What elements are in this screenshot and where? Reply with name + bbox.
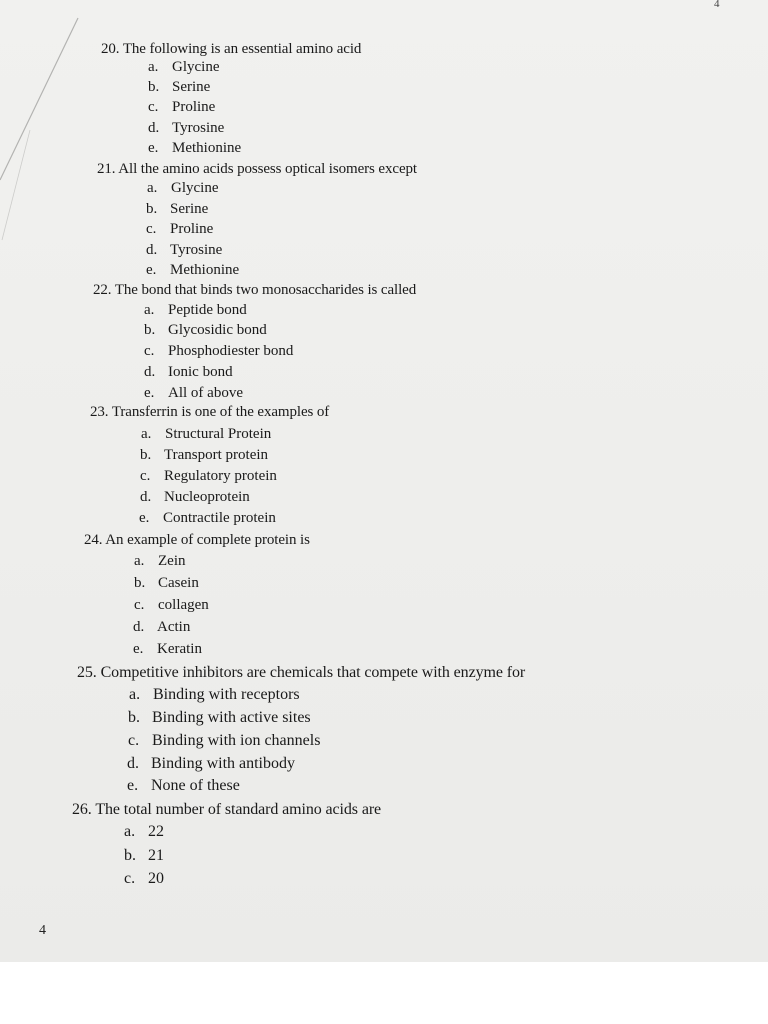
option-text: 21 <box>148 847 164 864</box>
option-letter: a. <box>148 59 159 75</box>
option-text: Binding with antibody <box>151 755 295 772</box>
option-letter: d. <box>148 120 160 136</box>
question-text: Competitive inhibitors are chemicals that compete with enzyme for <box>100 664 526 681</box>
option-text: Tyrosine <box>170 242 223 258</box>
option-25c <box>128 731 320 751</box>
option-letter: b. <box>148 79 160 95</box>
option-text: Zein <box>158 553 186 569</box>
question-text: Transferrin is one of the examples of <box>111 404 330 420</box>
option-letter: c. <box>148 99 159 115</box>
option-letter: b. <box>140 447 152 463</box>
option-letter: d. <box>144 364 156 380</box>
option-text: Methionine <box>172 140 242 156</box>
option-letter: e. <box>144 385 155 401</box>
option-23d <box>140 487 250 507</box>
option-text: Glycine <box>172 59 220 75</box>
option-25e <box>127 776 240 796</box>
option-25b <box>128 708 311 728</box>
option-22d <box>144 362 233 382</box>
question-23 <box>90 402 329 422</box>
question-text: All the amino acids possess optical isomers except <box>118 161 417 177</box>
option-20c <box>148 97 215 117</box>
option-text: Actin <box>157 619 191 635</box>
option-21c <box>146 219 213 239</box>
option-letter: b. <box>128 709 140 726</box>
option-20a <box>148 57 219 77</box>
option-23a <box>141 424 271 444</box>
option-22c <box>144 341 293 361</box>
option-text: Methionine <box>170 262 240 278</box>
option-23c <box>140 466 277 486</box>
option-24a <box>134 551 186 571</box>
option-letter: a. <box>144 302 155 318</box>
question-number: 22. <box>93 282 112 298</box>
option-text: 22 <box>148 823 164 840</box>
option-text: Tyrosine <box>172 120 225 136</box>
option-letter: b. <box>144 322 156 338</box>
option-letter: e. <box>139 510 150 526</box>
corner-page-number: 4 <box>714 0 720 10</box>
option-letter: a. <box>129 686 141 703</box>
option-text: Glycine <box>171 180 219 196</box>
question-21 <box>97 159 417 179</box>
question-number: 24. <box>84 532 103 548</box>
option-text: Proline <box>170 221 214 237</box>
option-22a <box>144 300 247 320</box>
option-24c <box>134 595 209 615</box>
option-25d <box>127 754 295 774</box>
option-letter: d. <box>140 489 152 505</box>
page-number: 4 <box>39 923 46 938</box>
option-text: Keratin <box>157 641 202 657</box>
option-text: All of above <box>168 385 243 401</box>
option-text: Phosphodiester bond <box>168 343 294 359</box>
option-24d <box>133 617 190 637</box>
option-22e <box>144 383 243 403</box>
option-26a <box>124 822 164 842</box>
option-letter: a. <box>134 553 145 569</box>
option-20b <box>148 77 210 97</box>
option-text: Binding with ion channels <box>152 732 321 749</box>
question-text: The total number of standard amino acids are <box>95 801 382 818</box>
option-text: Casein <box>158 575 199 591</box>
question-number: 20. <box>101 41 120 57</box>
question-text: The bond that binds two monosaccharides is called <box>114 282 417 298</box>
option-letter: b. <box>124 847 136 864</box>
option-20d <box>148 118 224 138</box>
option-letter: a. <box>124 823 136 840</box>
option-20e <box>148 138 241 158</box>
question-number: 26. <box>72 801 92 818</box>
question-number: 23. <box>90 404 109 420</box>
option-text: Nucleoprotein <box>164 489 250 505</box>
option-text: Serine <box>170 201 209 217</box>
option-25a <box>129 685 300 705</box>
question-26 <box>72 800 381 820</box>
question-number: 21. <box>97 161 116 177</box>
option-letter: b. <box>134 575 146 591</box>
option-letter: b. <box>146 201 158 217</box>
option-24e <box>133 639 202 659</box>
option-26c <box>124 869 164 889</box>
option-26b <box>124 846 164 866</box>
option-letter: d. <box>133 619 145 635</box>
question-text: An example of complete protein is <box>105 532 310 548</box>
question-22 <box>93 280 416 300</box>
option-22b <box>144 320 267 340</box>
option-letter: c. <box>124 870 136 887</box>
option-letter: a. <box>147 180 158 196</box>
option-text: None of these <box>151 777 240 794</box>
option-text: Regulatory protein <box>164 468 277 484</box>
option-text: 20 <box>148 870 164 887</box>
option-21b <box>146 199 208 219</box>
option-text: Transport protein <box>164 447 269 463</box>
option-text: collagen <box>158 597 209 613</box>
option-letter: c. <box>140 468 151 484</box>
option-text: Contractile protein <box>163 510 276 526</box>
question-20 <box>101 39 361 59</box>
option-letter: a. <box>141 426 152 442</box>
option-letter: e. <box>127 777 139 794</box>
option-21d <box>146 240 222 260</box>
option-24b <box>134 573 199 593</box>
option-23b <box>140 445 268 465</box>
question-text: The following is an essential amino acid <box>122 41 362 57</box>
option-23e <box>139 508 276 528</box>
option-text: Ionic bond <box>168 364 233 380</box>
option-text: Peptide bond <box>168 302 247 318</box>
option-text: Binding with receptors <box>153 686 300 703</box>
option-letter: d. <box>127 755 139 772</box>
option-text: Serine <box>172 79 211 95</box>
option-text: Binding with active sites <box>152 709 311 726</box>
question-24 <box>84 530 310 550</box>
option-letter: c. <box>128 732 140 749</box>
option-letter: e. <box>146 262 157 278</box>
option-letter: c. <box>144 343 155 359</box>
option-21e <box>146 260 239 280</box>
option-text: Glycosidic bond <box>168 322 267 338</box>
option-text: Structural Protein <box>165 426 272 442</box>
option-letter: c. <box>146 221 157 237</box>
question-25 <box>77 663 525 683</box>
option-letter: d. <box>146 242 158 258</box>
option-letter: e. <box>133 641 144 657</box>
option-text: Proline <box>172 99 216 115</box>
question-number: 25. <box>77 664 97 681</box>
option-21a <box>147 178 218 198</box>
option-letter: c. <box>134 597 145 613</box>
option-letter: e. <box>148 140 159 156</box>
